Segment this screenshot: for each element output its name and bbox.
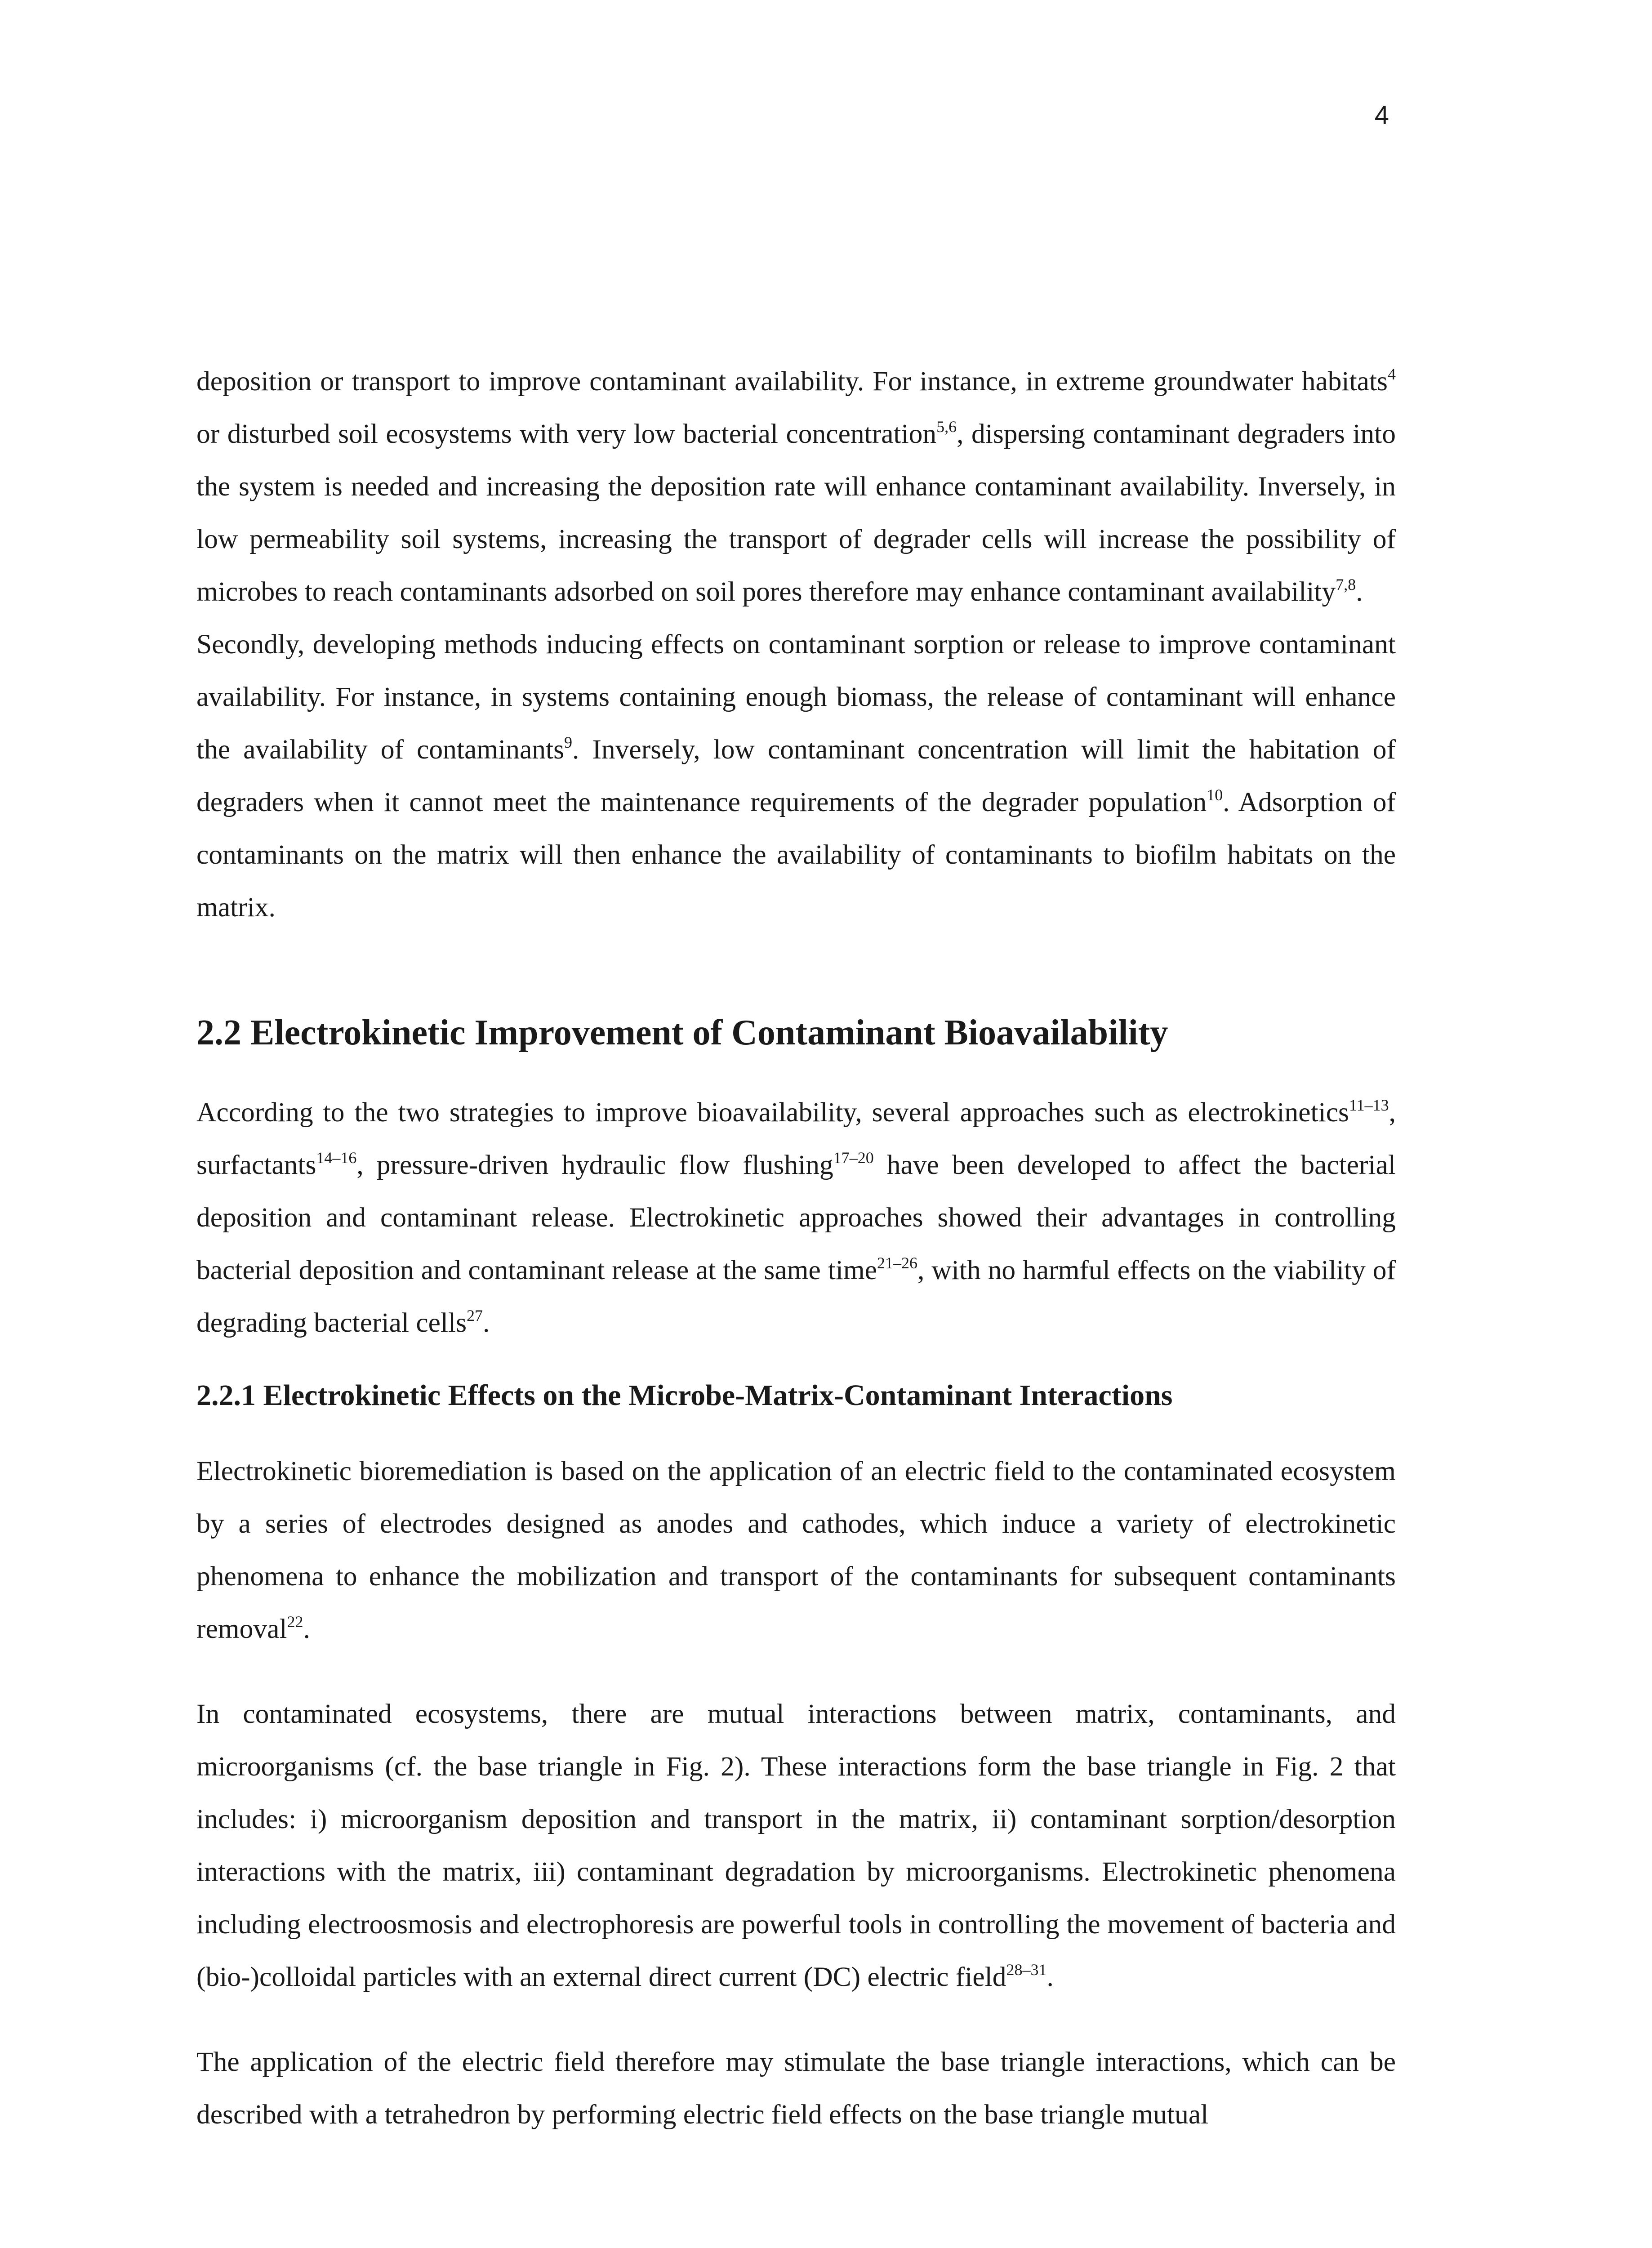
- citation: 7,8: [1336, 575, 1356, 593]
- section-heading-2-2-1: 2.2.1 Electrokinetic Effects on the Microbe-Matrix-Contaminant Interactions: [196, 1379, 1173, 1412]
- citation: 17–20: [833, 1149, 874, 1167]
- paragraph-electric-field-application: The application of the electric field therefore may stimulate the base triangle interactions, which can be described with a tetrahedron by performing electric field effects on the base triangle mutual: [196, 2047, 1396, 2130]
- citation: 10: [1207, 786, 1223, 804]
- citation: 28–31: [1006, 1961, 1047, 1979]
- citation: 27: [467, 1307, 483, 1325]
- section-heading-2-2: 2.2 Electrokinetic Improvement of Contaminant Bioavailability: [196, 1013, 1168, 1053]
- paragraph-sorption-release: Secondly, developing methods inducing effects on contaminant sorption or release to improve contaminant availability. For instance, in systems containing enough biomass, the release of contaminant will enhance the availability of contaminants$^9$. Inversely, low contaminant concentration will limit the habitation of degraders when it cannot meet the maintenance requirements of the degrader population$^{10}$. Adsorption of contaminants on the matrix will then enhance the availability of contaminants to biofilm habitats on the matrix.: [196, 629, 1396, 923]
- paragraph-electrokinetic-bioremediation: Electrokinetic bioremediation is based on the application of an electric field to the contaminated ecosystem by a series of electrodes designed as anodes and cathodes, which induce a variety of electrokinetic phenomena to enhance the mobilization and transport of the contaminants for subsequent contaminants removal$^{22}$.: [196, 1456, 1396, 1644]
- page-number: 4: [1374, 101, 1389, 130]
- citation: 9: [564, 733, 573, 751]
- paragraph-deposition-transport: deposition or transport to improve contaminant availability. For instance, in extreme groundwater habitats$^4$ or disturbed soil ecosystems with very low bacterial concentration$^{5,6}$, dispersing contaminant degraders into the system is needed and increasing the deposition rate will enhance contaminant availability. Inversely, in low permeability soil systems, increasing the transport of degrader cells will increase the possibility of microbes to reach contaminants adsorbed on soil pores therefore may enhance contaminant availability$^{7,8}$.: [196, 365, 1396, 607]
- citation: 22: [287, 1613, 303, 1631]
- page-body: [196, 355, 1396, 2141]
- paragraph-mutual-interactions: In contaminated ecosystems, there are mutual interactions between matrix, contaminants, and microorganisms (cf. the base triangle in Fig. 2). These interactions form the base triangle in Fig. 2 that includes: i) microorganism deposition and transport in the matrix, ii) contaminant sorption/desorption interactions with the matrix, iii) contaminant degradation by microorganisms. Electrokinetic phenomena including electroosmosis and electrophoresis are powerful tools in controlling the movement of bacteria and (bio-)colloidal particles with an external direct current (DC) electric field$^{28-31}$.: [196, 1699, 1396, 1992]
- citation: 21–26: [877, 1254, 918, 1272]
- citation: 14–16: [316, 1149, 357, 1167]
- paragraph-strategies: According to the two strategies to improve bioavailability, several approaches such as electrokinetics$^{11-13}$, surfactants$^{14-16}$, pressure-driven hydraulic flow flushing$^{17-20}$ have been developed to affect the bacterial deposition and contaminant release. Electrokinetic approaches showed their advantages in controlling bacterial deposition and contaminant release at the same time$^{21-26}$, with no harmful effects on the viability of degrading bacterial cells$^{27}$.: [196, 1096, 1396, 1338]
- citation: 5,6: [936, 418, 957, 436]
- citation: 11–13: [1349, 1096, 1389, 1114]
- citation: 4: [1388, 365, 1396, 383]
